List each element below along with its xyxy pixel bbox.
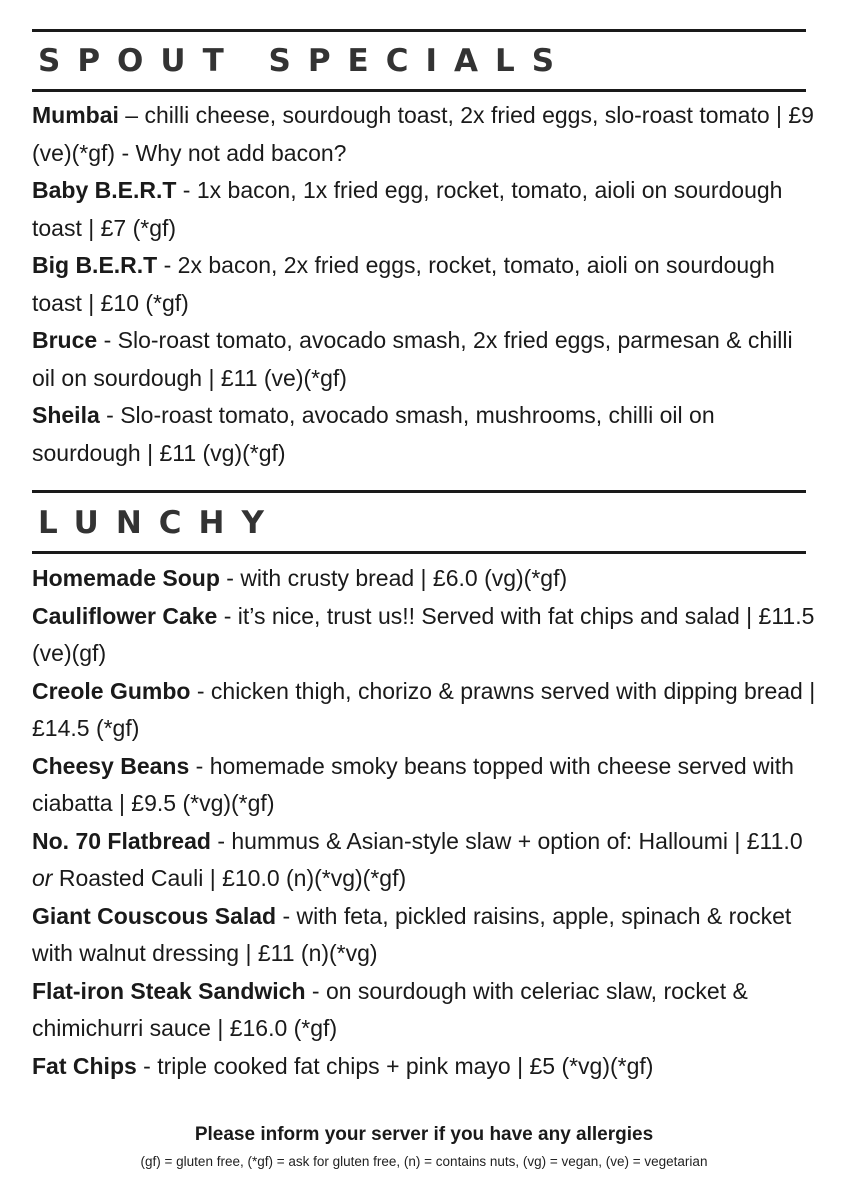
item-name: Bruce: [32, 327, 98, 353]
item-name: Creole Gumbo: [32, 677, 191, 704]
item-description: - chicken thigh, chorizo & prawns served with dipping bread | £14.5 (*gf): [32, 677, 816, 741]
item-name: Flat-iron Steak Sandwich: [32, 977, 306, 1004]
item-description-italic: or: [32, 865, 53, 891]
menu-item: [32, 560, 822, 598]
divider-lunchy-top: [32, 490, 806, 493]
specials-list: [32, 97, 822, 472]
item-description: - homemade smoky beans topped with cheese served with ciabatta | £9.5 (*vg)(*gf): [32, 752, 794, 816]
item-description: - on sourdough with celeriac slaw, rocket & chimichurri sauce | £16.0 (*gf): [32, 977, 748, 1041]
divider-top: [32, 29, 806, 32]
item-name: Homemade Soup: [32, 565, 220, 591]
menu-item: [32, 97, 822, 172]
allergy-notice: Please inform your server if you have any allergies: [194, 1124, 654, 1145]
menu-item: [32, 973, 822, 1048]
section-title-lunchy: LUNCHY: [38, 505, 281, 541]
item-description: - Slo-roast tomato, avocado smash, 2x fried eggs, parmesan & chilli oil on sourdough | £11 (ve)(*gf): [32, 327, 793, 391]
menu-item: [32, 748, 822, 823]
divider-specials-bottom: [32, 89, 806, 92]
menu-item: [32, 673, 822, 748]
item-name: Baby B.E.R.T: [32, 177, 177, 203]
menu-item: [32, 172, 822, 247]
item-description: - it’s nice, trust us!! Served with fat chips and salad | £11.5 (ve)(gf): [32, 602, 815, 666]
item-name: Big B.E.R.T: [32, 252, 158, 278]
menu-item: [32, 397, 822, 472]
menu-item: [32, 898, 822, 973]
menu-item: [32, 598, 822, 673]
item-description: - 1x bacon, 1x fried egg, rocket, tomato, aioli on sourdough toast | £7 (*gf): [32, 177, 783, 241]
section-title-specials: SPOUT SPECIALS: [38, 43, 572, 79]
menu-item: [32, 322, 822, 397]
dietary-key: (gf) = gluten free, (*gf) = ask for gluten free, (n) = contains nuts, (vg) = vegan, (ve) = vegetarian: [140, 1154, 708, 1169]
item-description: - 2x bacon, 2x fried eggs, rocket, tomato, aioli on sourdough toast | £10 (*gf): [32, 252, 775, 316]
item-name: Mumbai: [32, 102, 119, 128]
item-name: Cauliflower Cake: [32, 602, 218, 629]
menu-item: [32, 1048, 822, 1086]
lunchy-list: [32, 560, 822, 1085]
divider-lunchy-bottom: [32, 551, 806, 554]
menu-item: [32, 247, 822, 322]
item-name: Fat Chips: [32, 1052, 137, 1079]
item-name: Giant Couscous Salad: [32, 902, 277, 929]
item-description: - Slo-roast tomato, avocado smash, mushrooms, chilli oil on sourdough | £11 (vg)(*gf): [32, 402, 715, 466]
item-description: - with crusty bread | £6.0 (vg)(*gf): [219, 565, 568, 591]
item-name: No. 70 Flatbread: [32, 827, 211, 854]
item-description: - hummus & Asian-style slaw + option of: Halloumi | £11.0: [210, 827, 803, 854]
item-description-end: Roasted Cauli | £10.0 (n)(*vg)(*gf): [52, 865, 407, 891]
item-name: Cheesy Beans: [32, 752, 190, 779]
item-description: - triple cooked fat chips + pink mayo | £5 (*vg)(*gf): [136, 1052, 654, 1079]
menu-item: [32, 823, 822, 898]
item-description: - with feta, pickled raisins, apple, spinach & rocket with walnut dressing | £11 (n)(*vg): [32, 902, 792, 966]
item-name: Sheila: [32, 402, 100, 428]
item-description: – chilli cheese, sourdough toast, 2x fried eggs, slo-roast tomato | £9 (ve)(*gf) - Why not add bacon?: [32, 102, 814, 166]
